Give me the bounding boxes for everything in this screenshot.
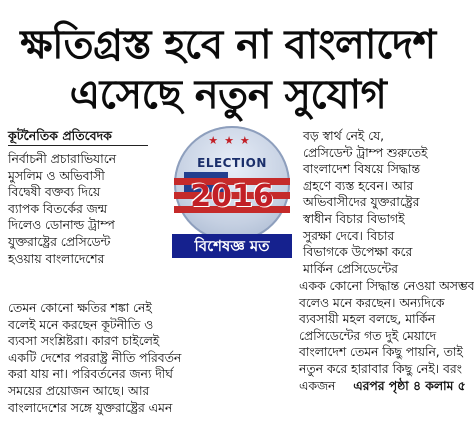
election-logo-circle bbox=[174, 126, 290, 242]
text-line: একক কোনো সিদ্ধান্ত নেওয়া অসম্ভব bbox=[299, 279, 474, 293]
text-line: ব্যবসায়ী মহল বলছে, মার্কিন bbox=[299, 312, 436, 327]
text-line: যুক্তরাষ্ট্রের প্রেসিডেন্ট bbox=[8, 234, 111, 249]
last-line-start: একজন bbox=[299, 378, 336, 393]
text-line: প্রেসিডেন্ট ট্রাম্প শুরুতেই bbox=[303, 145, 428, 160]
headline-line-1: ক্ষতিগ্রস্ত হবে না বাংলাদেশ bbox=[20, 22, 436, 68]
text-line: তেমন কোনো ক্ষতির শঙ্কা নেই bbox=[8, 301, 152, 315]
text-line: বিভাগকে উপেক্ষা করে bbox=[303, 245, 413, 260]
article-column-left-lower bbox=[8, 300, 294, 416]
text-line: ব্যাপক বিতর্কের জন্ম bbox=[8, 201, 107, 216]
text-line: বড় স্বার্থ নেই যে, bbox=[303, 129, 385, 143]
text-line: প্রেসিডেন্টের গত দুই মেয়াদে bbox=[299, 328, 437, 343]
text-line: বিদ্বেষী বক্তব্য দিয়ে bbox=[8, 185, 101, 200]
text-line: নতুন করে হারাবার কিছু নেই। বরং bbox=[299, 361, 462, 376]
text-line: অভিবাসীদের যুক্তরাষ্ট্রের bbox=[303, 195, 420, 210]
text-line: হওয়ায় বাংলাদেশের bbox=[8, 251, 105, 266]
text-line: স্বাধীন বিচার বিভাগই bbox=[303, 211, 405, 226]
election-word: ELECTION bbox=[197, 156, 267, 170]
text-line: সুরক্ষা দেবে। বিচার bbox=[303, 228, 395, 243]
election-badge bbox=[170, 126, 294, 262]
text-line: করা যায় না। পরিবর্তনের জন্য দীর্ঘ bbox=[8, 367, 173, 382]
text-line: বলেই মনে করছেন কূটনীতি ও bbox=[8, 317, 154, 332]
text-line bbox=[299, 378, 466, 395]
text-line: একটি দেশের পররাষ্ট্র নীতি পরিবর্তন bbox=[8, 350, 182, 365]
byline-underline bbox=[8, 145, 148, 146]
headline-line-2: এসেছে নতুন সুযোগ bbox=[69, 72, 387, 118]
text-line: মুসলিম ও অভিবাসী bbox=[8, 168, 105, 183]
article-column-right bbox=[303, 128, 451, 277]
text-line: বলেও মনে করছেন। অন্যদিকে bbox=[299, 295, 445, 310]
continued-on-page-link[interactable]: এরপর পৃষ্ঠা ৪ কলাম ৫ bbox=[353, 378, 466, 393]
expert-opinion-label: বিশেষজ্ঞ মত bbox=[172, 234, 292, 258]
election-year: 2016 bbox=[190, 179, 274, 214]
text-line: গ্রহণে ব্যস্ত হবেন। আর bbox=[303, 178, 414, 193]
text-line: সময়ের প্রয়োজন আছে। আর bbox=[8, 383, 150, 398]
text-line: ব্যবসা সংশ্লিষ্টরা। কারণ চাইলেই bbox=[8, 334, 160, 349]
stars-decoration: ★★★ bbox=[208, 134, 256, 147]
byline: কূটনৈতিক প্রতিবেদক bbox=[8, 128, 112, 143]
text-line: বাংলাদেশ বিষয়ে সিদ্ধান্ত bbox=[303, 162, 420, 177]
text-line: বাংলাদেশের সঙ্গে যুক্তরাষ্ট্রের এমন bbox=[8, 400, 173, 415]
article-column-left bbox=[8, 151, 156, 267]
text-line: দিলেও ডোনাল্ড ট্রাম্প bbox=[8, 218, 115, 233]
text-line: নির্বাচনী প্রচারাভিযানে bbox=[8, 152, 116, 166]
text-line: বাংলাদেশ তেমন কিছু পায়নি, তাই bbox=[299, 345, 463, 360]
text-line: মার্কিন প্রেসিডেন্টের bbox=[303, 261, 398, 276]
article-column-right-lower bbox=[299, 278, 474, 394]
